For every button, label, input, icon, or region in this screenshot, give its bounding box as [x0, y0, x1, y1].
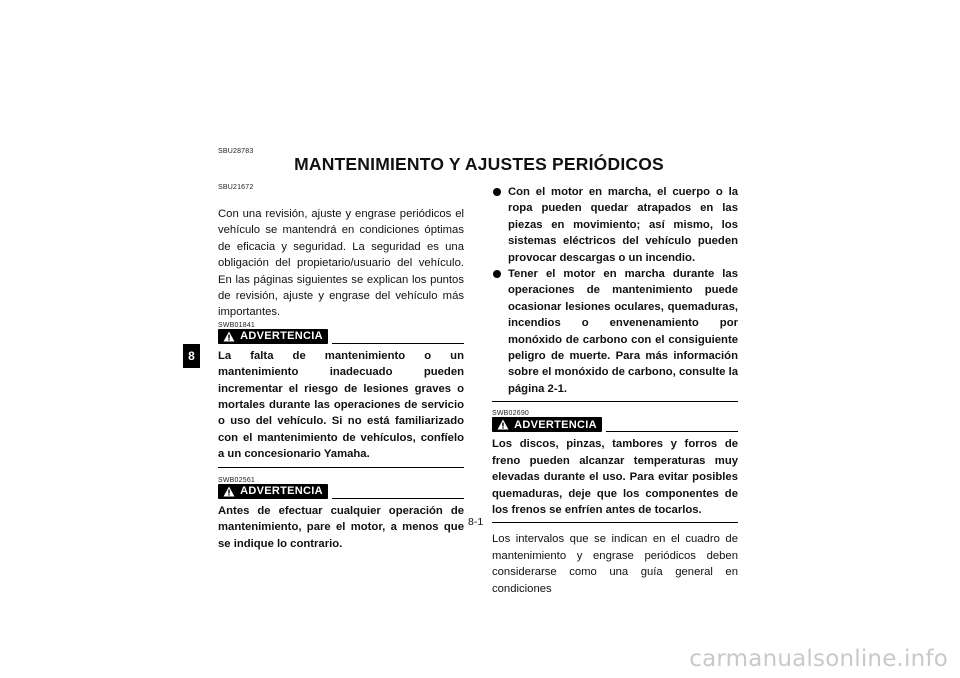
list-item [492, 266, 738, 397]
warning-rule [332, 498, 464, 499]
intro-paragraph: Con una revisión, ajuste y engrase periódicos el vehículo se mantendrá en condiciones óptimas de eficacia y seguridad. La seguridad es una obligación del propietario/usuario del vehículo. En las páginas siguientes se explican los puntos de revisión, ajuste y engrase del vehículo más importantes. [218, 208, 464, 319]
section-code: SBU28783 [218, 148, 254, 155]
warning-triangle-icon [223, 486, 235, 497]
bullets-end-rule [492, 401, 738, 402]
warning3-code: SWB02690 [492, 410, 530, 418]
bullet-text: Tener el motor en marcha durante las operaciones de mantenimiento puede ocasionar lesiones oculares, quemaduras, incendios o envenenamiento por monóxido de carbono con el consiguiente peligro de muerte. Para más información sobre el monóxido de carbono, consulte la página 2-1. [508, 268, 738, 395]
warning1-code: SWB01841 [218, 321, 256, 329]
right-column [492, 184, 738, 597]
warning3-end-rule [492, 522, 738, 523]
warning2-header [218, 484, 464, 500]
intro-code: SBU21672 [218, 184, 254, 191]
bullet-icon [493, 270, 501, 278]
warning3-header [492, 417, 738, 433]
chapter-tab[interactable]: 8 [183, 344, 200, 368]
warning-label: ADVERTENCIA [240, 330, 323, 343]
bullet-icon [493, 188, 501, 196]
warning-label: ADVERTENCIA [240, 485, 323, 498]
bullet-text: Con el motor en marcha, el cuerpo o la ropa pueden quedar atrapados en las piezas en movimiento; así mismo, los sistemas eléctricos del vehículo pueden provocar descargas o un incendio. [508, 186, 738, 264]
warning1-header [218, 329, 464, 345]
warning2-code: SWB02561 [218, 476, 256, 484]
warning-rule [606, 431, 738, 432]
warning-rule [332, 343, 464, 344]
warning2-text: Antes de efectuar cualquier operación de mantenimiento, pare el motor, a menos que se indique lo contrario. [218, 504, 464, 550]
page-title: MANTENIMIENTO Y AJUSTES PERIÓDICOS [294, 154, 664, 174]
warning-triangle-icon [497, 419, 509, 430]
warning3-text: Los discos, pinzas, tambores y forros de freno pueden alcanzar temperaturas muy elevadas durante el uso. Para evitar posibles quemaduras, deje que los componentes de los frenos se enfríen antes de tocarlos. [492, 438, 738, 516]
warning-badge [218, 329, 328, 344]
list-item [492, 184, 738, 266]
warning1-text: La falta de mantenimiento o un mantenimiento inadecuado pueden incrementar el riesgo de lesiones graves o mortales durante las operaciones de servicio o uso del vehículo. Si no está familiarizado con el mantenimiento de vehículos, confíelo a un concesionario Yamaha. [218, 349, 464, 461]
warning-badge [492, 417, 602, 432]
warning-triangle-icon [223, 331, 235, 342]
page-number: 8-1 [468, 516, 484, 528]
closing-paragraph: Los intervalos que se indican en el cuadro de mantenimiento y engrase periódicos deben considerarse como una guía general en condiciones [492, 533, 738, 595]
warning-label: ADVERTENCIA [514, 418, 597, 431]
warning-bullet-list [492, 184, 738, 397]
left-column [218, 184, 464, 552]
watermark[interactable]: carmanualsonline.info [689, 646, 948, 672]
warning-badge [218, 484, 328, 499]
warning1-end-rule [218, 467, 464, 468]
